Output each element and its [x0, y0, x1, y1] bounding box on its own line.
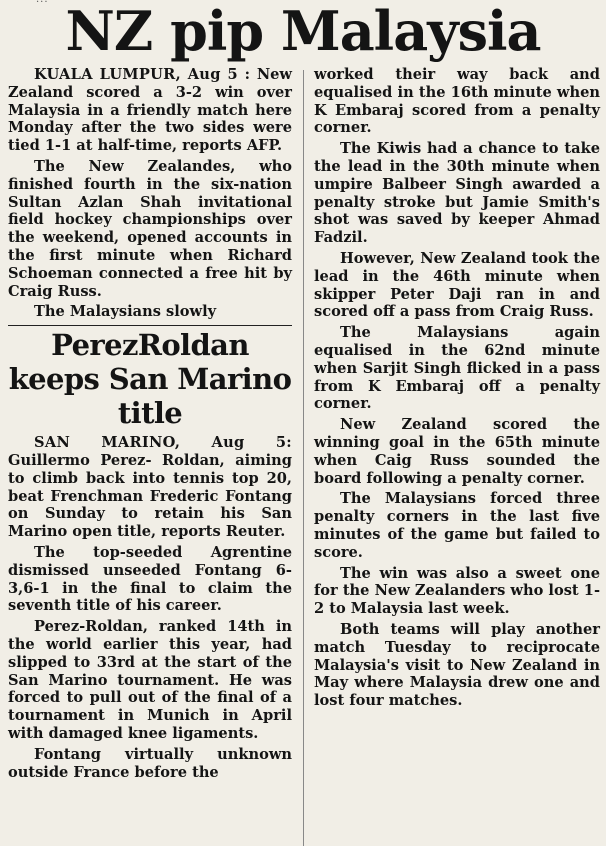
story1-paragraph: The Malaysians again equalised in the 62nd minute when Sarjit Singh flicked in a pass from K Embaraj off a penalty corner. [314, 324, 600, 413]
story2-paragraph [8, 434, 292, 541]
story1-paragraph: The Malaysians slowly [34, 303, 217, 321]
story1-paragraph [8, 66, 292, 155]
story1-paragraph: Both teams will play another match Tuesday to reciprocate Malaysia's visit to New Zealand in May where Malaysia drew one and lost four matches. [314, 620, 600, 710]
story1-paragraph: The Malaysians forced three penalty corners in the last five minutes of the game but failed to score. [314, 490, 600, 561]
column-divider [303, 70, 304, 846]
story2-paragraph: Perez-Roldan, ranked 14th in the world earlier this year, had slipped to 33rd at the start of the San Marino tournament. He was forced to pull out of the final of a tournament in Munich in April with damaged knee ligaments. [8, 618, 292, 742]
left-column [8, 66, 292, 784]
story2-paragraph: The top-seeded Agrentine dismissed unseeded Fontang 6-3,6-1 in the final to claim the seventh title of his career. [8, 543, 292, 615]
secondary-headline: PerezRoldan keeps San Marino title [8, 325, 292, 430]
story2-lead-text: Guillermo Perez- Roldan, aiming to climb back into tennis top 20, beat Frenchman Frederic Fontang on Sunday to retain his San Marino open title, reports Reuter. [8, 451, 292, 541]
story1-paragraph: New Zealand scored the winning goal in the 65th minute when Caig Russ sounded the board following a penalty corner. [314, 416, 600, 487]
story1-paragraph: However, New Zealand took the lead in the 46th minute when skipper Peter Daji ran in and scored off a pass from Craig Russ. [314, 249, 600, 321]
story1-dateline: KUALA LUMPUR, Aug 5 : [34, 66, 251, 83]
story2-dateline: SAN MARINO, Aug 5: [34, 434, 292, 452]
right-column [314, 66, 600, 713]
story1-paragraph: The Kiwis had a chance to take the lead in the 30th minute when umpire Balbeer Singh awarded a penalty stroke but Jamie Smith's shot was saved by keeper Ahmad Fadzil. [314, 140, 600, 247]
story1-paragraph: The win was also a sweet one for the New Zealanders who lost 1-2 to Malaysia last week. [314, 564, 600, 618]
story1-paragraph: worked their way back and equalised in the 16th minute when K Embaraj scored from a penalty corner. [314, 66, 600, 137]
story1-lead-text: New Zealand scored a 3-2 win over Malaysia in a friendly match here Monday after the two sides were tied 1-1 at half-time, reports AFP. [8, 66, 292, 155]
story1-paragraph: The New Zealandes, who finished fourth in the six-nation Sultan Azlan Shah invitational field hockey championships over the weekend, opened accounts in the first minute when Richard Schoeman connected a free hit by Craig Russ. [8, 157, 292, 300]
story2-paragraph: Fontang virtually unknown outside France before the [8, 745, 292, 781]
main-headline: NZ pip Malaysia [65, 0, 541, 63]
